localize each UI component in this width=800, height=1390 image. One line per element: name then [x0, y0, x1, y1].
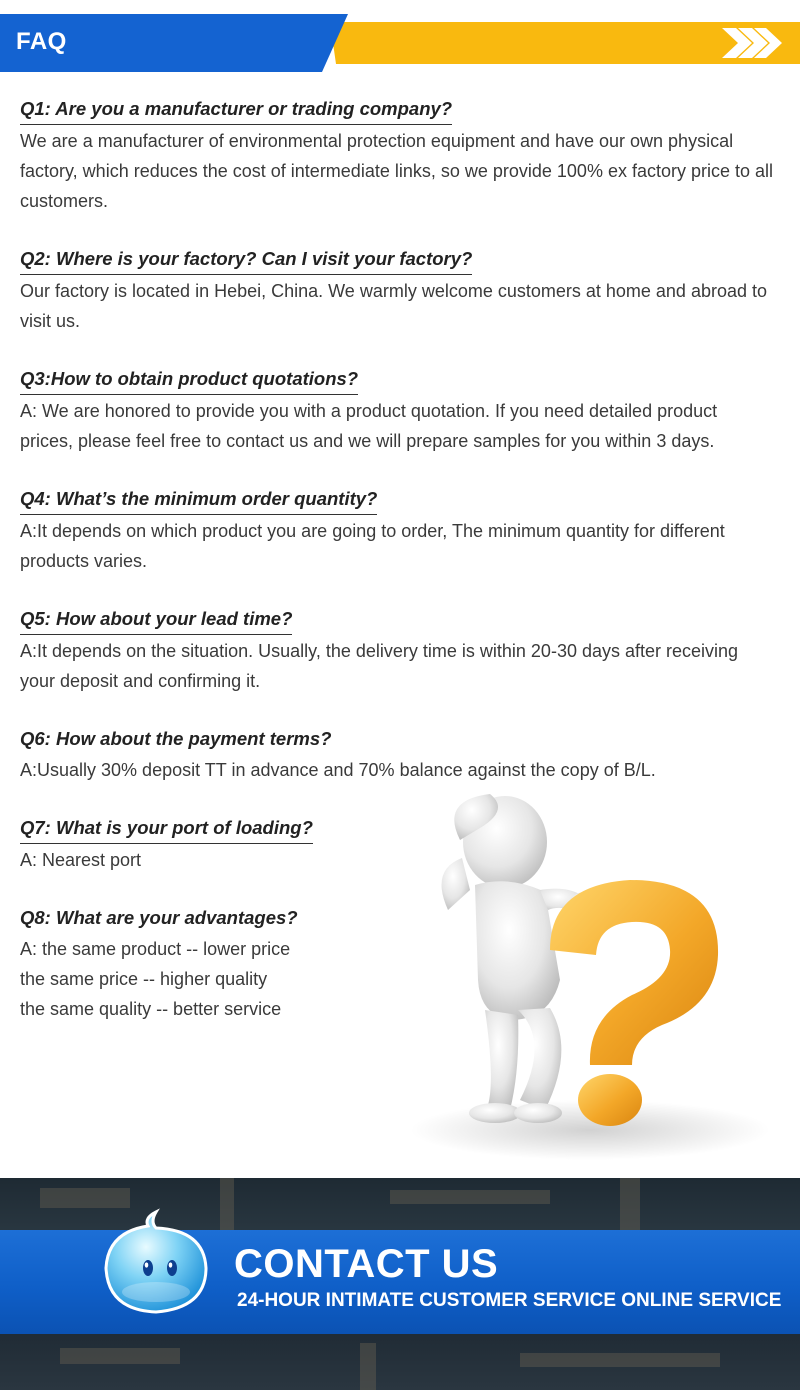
faq-title: FAQ: [16, 28, 67, 55]
faq-question: Q8: What are your advantages?: [20, 907, 298, 928]
faq-answer: [20, 276, 790, 336]
faq-question: Q1: Are you a manufacturer or trading company?: [20, 96, 452, 125]
answer-line: the same quality -- better service: [20, 999, 282, 1019]
faq-question: Q4: What’s the minimum order quantity?: [20, 486, 377, 515]
thinking-figure-question-mark-icon: [400, 780, 780, 1170]
answer-line: the same price -- higher quality: [20, 969, 268, 989]
answer-line: A: the same product -- lower price: [20, 939, 291, 959]
faq-answer: [20, 636, 790, 696]
faq-question: Q2: Where is your factory? Can I visit your factory?: [20, 246, 472, 275]
answer-line: visit us.: [20, 311, 81, 331]
answer-line: A:It depends on the situation. Usually, the delivery time is within 20-30 days after receiving: [20, 641, 739, 661]
answer-line: A:It depends on which product you are going to order, The minimum quantity for different: [20, 521, 725, 541]
answer-line: factory, which reduces the cost of intermediate links, so we provide 100% ex factory price to all: [20, 161, 774, 181]
answer-line: A: We are honored to provide you with a product quotation. If you need detailed product: [20, 401, 718, 421]
faq-item-q6: [20, 726, 790, 785]
faq-item-q5: [20, 606, 790, 696]
faq-question: Q3:How to obtain product quotations?: [20, 366, 358, 395]
faq-item-q4: [20, 486, 790, 576]
answer-line: A:Usually 30% deposit TT in advance and 70% balance against the copy of B/L.: [20, 760, 656, 780]
faq-header-banner: [0, 14, 800, 74]
faq-answer: [20, 516, 790, 576]
faq-item-q1: [20, 96, 790, 216]
faq-question: Q6: How about the payment terms?: [20, 728, 332, 749]
faq-question: Q5: How about your lead time?: [20, 606, 292, 635]
answer-line: A: Nearest port: [20, 850, 142, 870]
answer-line: products varies.: [20, 551, 148, 571]
faq-answer: [20, 126, 790, 216]
faq-item-q3: [20, 366, 790, 456]
answer-line: We are a manufacturer of environmental protection equipment and have our own physical: [20, 131, 734, 151]
faq-question: Q7: What is your port of loading?: [20, 815, 313, 844]
contact-title: CONTACT US: [234, 1242, 499, 1286]
answer-line: Our factory is located in Hebei, China. We warmly welcome customers at home and abroad to: [20, 281, 767, 301]
chat-bubble-mascot-icon: [100, 1208, 212, 1318]
answer-line: your deposit and confirming it.: [20, 671, 261, 691]
faq-item-q2: [20, 246, 790, 336]
banner-graphic: [0, 14, 800, 74]
contact-subtitle: 24-HOUR INTIMATE CUSTOMER SERVICE ONLINE SERVICE: [237, 1290, 782, 1311]
answer-line: prices, please feel free to contact us and we will prepare samples for you within 3 days.: [20, 431, 715, 451]
faq-answer: [20, 396, 790, 456]
answer-line: customers.: [20, 191, 109, 211]
